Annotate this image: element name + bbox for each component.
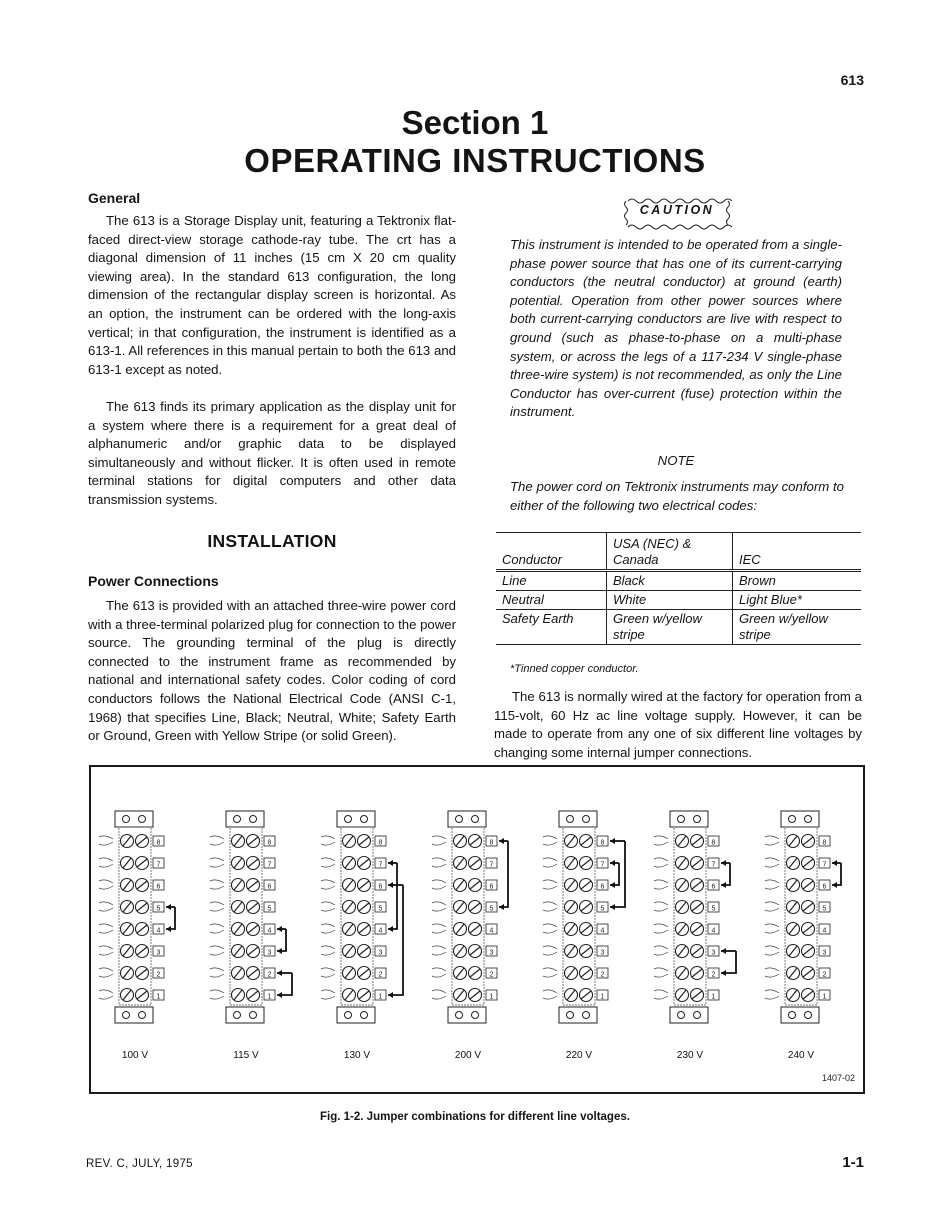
wire-lead-icon [321, 836, 335, 845]
wire-lead-icon [210, 968, 224, 977]
terminal-label: 2 [156, 971, 161, 979]
voltage-label: 130 V [343, 1050, 371, 1061]
terminal-label: 4 [156, 927, 161, 935]
jumper-wire [388, 863, 397, 929]
terminal-label: 6 [156, 883, 161, 891]
voltage-label: 115 V [233, 1050, 259, 1061]
header-usa: USA (NEC) & Canada [607, 533, 733, 571]
terminal-label: 4 [378, 927, 383, 935]
wiring-paragraph: The 613 is normally wired at the factory for operation from a 115-volt, 60 Hz ac line voltage supply. However, it can be made to operate from any one of six different line voltages by changing some internal jumper connections. [494, 689, 862, 760]
cell-conductor: Neutral [496, 591, 607, 610]
header-iec: IEC [733, 533, 862, 571]
wire-lead-icon [765, 924, 779, 933]
voltage-label: 100 V [121, 1050, 149, 1061]
jumper-arrow-icon [832, 860, 837, 888]
terminal-label: 7 [711, 861, 716, 869]
wire-lead-icon [432, 990, 446, 999]
terminal-label: 3 [267, 949, 272, 957]
bottom-block [337, 1007, 375, 1023]
voltage-label: 200 V [454, 1050, 482, 1061]
terminal-label: 3 [378, 949, 383, 957]
terminal-strip [654, 811, 736, 1061]
terminal-label: 1 [156, 993, 161, 1001]
bottom-block [115, 1007, 153, 1023]
jumper-arrow-icon [499, 838, 504, 910]
top-block [448, 811, 486, 827]
jumper-diagram [91, 767, 863, 1092]
footer-revision: REV. C, JULY, 1975 [86, 1158, 193, 1170]
voltage-label: 240 V [787, 1050, 815, 1061]
jumper-arrow-icon [277, 970, 282, 998]
jumper-arrow-icon [721, 860, 726, 888]
caution-label: CAUTION [639, 203, 715, 217]
top-block [115, 811, 153, 827]
wire-lead-icon [432, 924, 446, 933]
terminal-label: 1 [489, 993, 494, 1001]
wire-lead-icon [210, 902, 224, 911]
wire-lead-icon [321, 968, 335, 977]
section-title: Section 1 [401, 104, 549, 141]
general-section [88, 212, 456, 379]
wire-lead-icon [654, 902, 668, 911]
jumper-arrow-icon [277, 926, 282, 954]
wire-lead-icon [321, 990, 335, 999]
jumper-wire [388, 885, 403, 995]
cell-iec: Brown [733, 571, 862, 591]
wire-lead-icon [432, 946, 446, 955]
general-section-2 [88, 398, 456, 510]
terminal-label: 5 [267, 905, 272, 913]
wire-lead-icon [321, 946, 335, 955]
footer-page-id: 1-1 [842, 1154, 864, 1171]
wire-lead-icon [543, 990, 557, 999]
terminal-label: 2 [822, 971, 827, 979]
figure-caption: Fig. 1-2. Jumper combinations for different line voltages. [320, 1111, 630, 1123]
general-heading: General [88, 190, 141, 206]
terminal-label: 2 [378, 971, 383, 979]
terminal-label: 8 [489, 839, 494, 847]
terminal-strip [543, 811, 625, 1061]
terminal-label: 6 [267, 883, 272, 891]
terminal-label: 4 [600, 927, 605, 935]
wire-lead-icon [654, 946, 668, 955]
wire-lead-icon [99, 902, 113, 911]
wire-lead-icon [765, 946, 779, 955]
wire-lead-icon [765, 858, 779, 867]
codes-table [496, 532, 861, 645]
cell-conductor: Safety Earth [496, 610, 607, 645]
jumper-arrow-icon [610, 838, 615, 910]
terminal-label: 8 [267, 839, 272, 847]
terminal-label: 3 [600, 949, 605, 957]
wire-lead-icon [210, 880, 224, 889]
voltage-label: 220 V [565, 1050, 593, 1061]
general-paragraph-1: The 613 is a Storage Display unit, featuring a Tektronix flat-faced direct-view storage cathode-ray tube. The crt has a diagonal dimension of 11 inches (15 cm X 20 cm quality viewing area). In the standard 613 configuration, the long dimension of the rectangular display screen is horizontal. As an option, the instrument can be ordered with the long-axis vertical; in that configuration, the instrument is identified as a 613-1. All references in this manual pertain to both the 613 and 613-1 except as noted. [88, 213, 456, 377]
terminal-label: 7 [267, 861, 272, 869]
jumper-arrow-icon [166, 904, 171, 932]
top-block [670, 811, 708, 827]
table-row [496, 571, 861, 591]
terminal-label: 8 [378, 839, 383, 847]
jumper-arrow-icon [388, 860, 393, 932]
jumper-wire [610, 841, 625, 907]
wire-lead-icon [321, 924, 335, 933]
jumper-wire [277, 973, 292, 995]
terminal-label: 5 [822, 905, 827, 913]
wire-lead-icon [765, 836, 779, 845]
wire-lead-icon [321, 902, 335, 911]
wire-lead-icon [765, 880, 779, 889]
terminal-label: 7 [822, 861, 827, 869]
jumper-arrow-icon [721, 948, 726, 976]
wire-lead-icon [543, 836, 557, 845]
codes-table-header [496, 533, 861, 571]
terminal-label: 7 [600, 861, 605, 869]
terminal-label: 5 [156, 905, 161, 913]
note-text: The power cord on Tektronix instruments may conform to either of the following two electrical codes: [510, 479, 844, 513]
jumper-wire [721, 951, 736, 973]
jumper-wire [166, 907, 175, 929]
caution-box [622, 196, 732, 230]
figure-frame [89, 765, 865, 1094]
wire-lead-icon [99, 858, 113, 867]
wire-lead-icon [432, 968, 446, 977]
caution-text: This instrument is intended to be operated from a single-phase power source that has one of its current-carrying conductors (the neutral conductor) at ground (earth) potential. Operation from other power sources where both current-carrying conductors are live with respect to ground (such as phase-to-phase on a multi-phase system, or across the legs of a 117-234 V single-phase three-wire system) is not recommended, as only the Line Conductor has over-current (fuse) protection within the instrument. [510, 237, 842, 420]
terminal-strip [321, 811, 403, 1061]
wire-lead-icon [432, 902, 446, 911]
wire-lead-icon [432, 858, 446, 867]
wire-lead-icon [99, 946, 113, 955]
wire-lead-icon [543, 946, 557, 955]
wiring-section [494, 688, 862, 762]
terminal-label: 3 [711, 949, 716, 957]
terminal-label: 2 [489, 971, 494, 979]
top-block [559, 811, 597, 827]
jumper-wire [499, 841, 508, 907]
jumper-wire [832, 863, 841, 885]
wire-lead-icon [432, 836, 446, 845]
jumper-wire [277, 929, 286, 951]
wire-lead-icon [210, 924, 224, 933]
terminal-label: 8 [600, 839, 605, 847]
terminal-strip [99, 811, 175, 1061]
bottom-block [559, 1007, 597, 1023]
bottom-block [448, 1007, 486, 1023]
wire-lead-icon [654, 880, 668, 889]
terminal-label: 2 [600, 971, 605, 979]
voltage-label: 230 V [676, 1050, 704, 1061]
terminal-label: 1 [267, 993, 272, 1001]
terminal-label: 8 [822, 839, 827, 847]
power-connections-heading: Power Connections [88, 573, 219, 589]
terminal-label: 8 [156, 839, 161, 847]
jumper-wire [610, 863, 619, 885]
cell-usa: Black [607, 571, 733, 591]
wire-lead-icon [765, 902, 779, 911]
top-block [781, 811, 819, 827]
jumper-arrow-icon [388, 882, 393, 998]
power-connections-paragraph: The 613 is provided with an attached three-wire power cord with a three-terminal polarized plug for connection to the power source. The grounding terminal of the plug is directly connected to the instrument frame as recommended by national and international safety codes. Color coding of cord conductors follows the National Electrical Code (ANSI C-1, 1968) that specifies Line, Black; Neutral, White; Safety Earth or Ground, Green with Yellow Stripe (or solid Green). [88, 598, 456, 744]
terminal-label: 7 [489, 861, 494, 869]
bottom-block [226, 1007, 264, 1023]
terminal-label: 5 [378, 905, 383, 913]
jumper-wire [721, 863, 730, 885]
cell-iec: Light Blue* [733, 591, 862, 610]
general-paragraph-2: The 613 finds its primary application as the display unit for a system where there is a requirement for a great deal of alphanumeric and/or graphic data to be displayed simultaneously and without flicker. It is often used in remote terminal stations for digital computers and other data transmission systems. [88, 399, 456, 507]
terminal-label: 7 [156, 861, 161, 869]
wire-lead-icon [99, 836, 113, 845]
terminal-strip [432, 811, 508, 1061]
header-conductor: Conductor [496, 533, 607, 571]
wire-lead-icon [99, 924, 113, 933]
wire-lead-icon [543, 968, 557, 977]
terminal-label: 5 [489, 905, 494, 913]
wire-lead-icon [321, 880, 335, 889]
wire-lead-icon [99, 968, 113, 977]
terminal-label: 2 [711, 971, 716, 979]
wire-lead-icon [654, 990, 668, 999]
terminal-label: 2 [267, 971, 272, 979]
terminal-label: 1 [378, 993, 383, 1001]
terminal-label: 6 [711, 883, 716, 891]
terminal-label: 1 [711, 993, 716, 1001]
terminal-strip [765, 811, 841, 1061]
terminal-label: 4 [822, 927, 827, 935]
cell-iec: Green w/yellow stripe [733, 610, 862, 645]
top-block [337, 811, 375, 827]
wire-lead-icon [654, 968, 668, 977]
top-block [226, 811, 264, 827]
wire-lead-icon [654, 836, 668, 845]
wire-lead-icon [543, 858, 557, 867]
wire-lead-icon [99, 990, 113, 999]
note-label: NOTE [657, 453, 695, 468]
terminal-label: 4 [267, 927, 272, 935]
wire-lead-icon [543, 924, 557, 933]
wire-lead-icon [543, 880, 557, 889]
terminal-label: 7 [378, 861, 383, 869]
bottom-block [781, 1007, 819, 1023]
wire-lead-icon [321, 858, 335, 867]
cell-usa: Green w/yellow stripe [607, 610, 733, 645]
wire-lead-icon [210, 836, 224, 845]
page-number: 613 [840, 72, 864, 88]
wire-lead-icon [654, 858, 668, 867]
wire-lead-icon [543, 902, 557, 911]
note-section [510, 478, 844, 515]
terminal-label: 3 [822, 949, 827, 957]
wire-lead-icon [654, 924, 668, 933]
section-subtitle: OPERATING INSTRUCTIONS [244, 142, 706, 179]
jumper-arrow-icon [610, 860, 615, 888]
wire-lead-icon [210, 858, 224, 867]
terminal-label: 6 [489, 883, 494, 891]
terminal-label: 4 [489, 927, 494, 935]
terminal-strip [210, 811, 292, 1061]
terminal-label: 4 [711, 927, 716, 935]
terminal-label: 3 [489, 949, 494, 957]
wire-lead-icon [432, 880, 446, 889]
terminal-label: 5 [711, 905, 716, 913]
cell-conductor: Line [496, 571, 607, 591]
terminal-label: 6 [378, 883, 383, 891]
terminal-label: 3 [156, 949, 161, 957]
wire-lead-icon [765, 990, 779, 999]
table-row [496, 610, 861, 645]
terminal-label: 6 [822, 883, 827, 891]
wire-lead-icon [210, 990, 224, 999]
power-connections-section [88, 597, 456, 746]
terminal-label: 6 [600, 883, 605, 891]
terminal-label: 1 [822, 993, 827, 1001]
table-row [496, 591, 861, 610]
caution-section [510, 236, 842, 422]
terminal-label: 8 [711, 839, 716, 847]
installation-heading: INSTALLATION [207, 531, 337, 551]
wire-lead-icon [99, 880, 113, 889]
table-footnote: *Tinned copper conductor. [510, 663, 639, 675]
wire-lead-icon [765, 968, 779, 977]
terminal-label: 5 [600, 905, 605, 913]
figure-ref: 1407-02 [821, 1073, 855, 1083]
terminal-label: 1 [600, 993, 605, 1001]
cell-usa: White [607, 591, 733, 610]
bottom-block [670, 1007, 708, 1023]
wire-lead-icon [210, 946, 224, 955]
